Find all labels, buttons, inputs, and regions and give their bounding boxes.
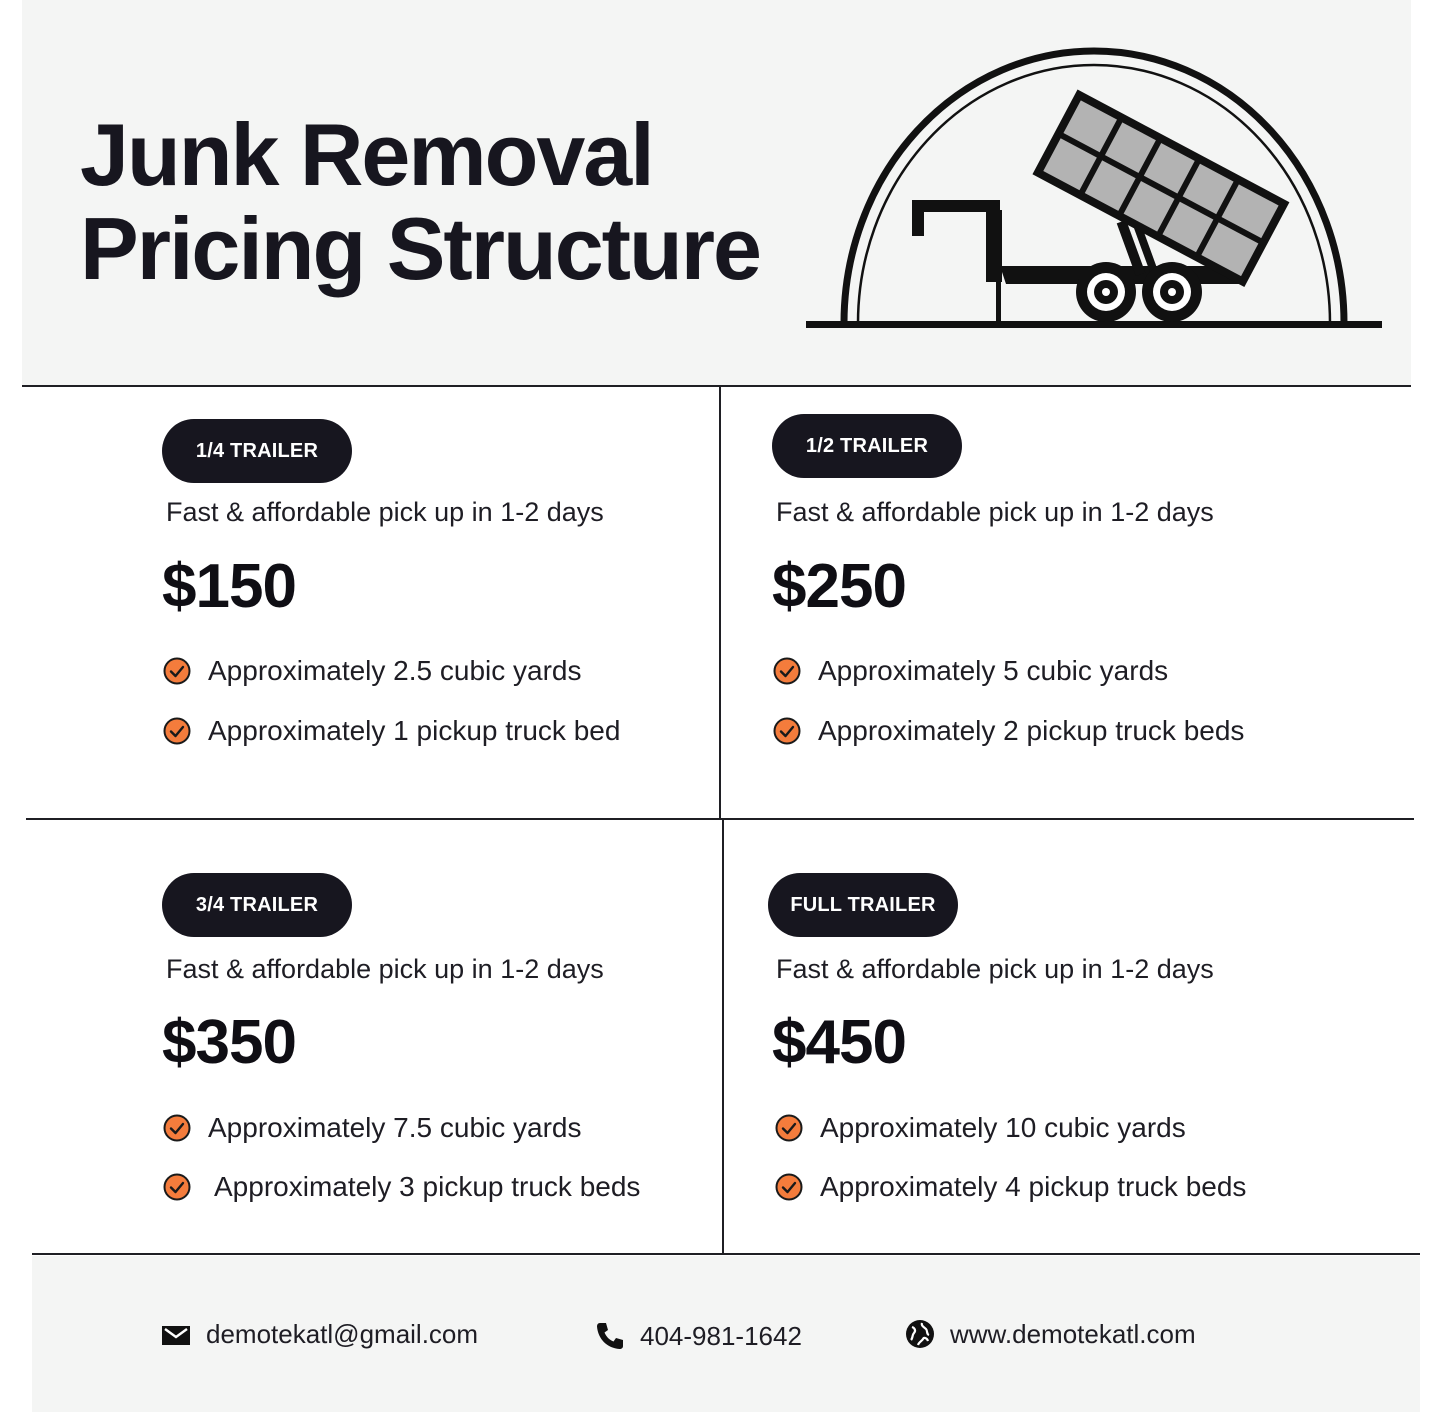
website-link[interactable] — [904, 1318, 1196, 1350]
phone-link[interactable] — [594, 1320, 802, 1352]
plan-feature-text: Approximately 4 pickup truck beds — [820, 1171, 1247, 1202]
plan-badge: FULL TRAILER — [768, 873, 958, 937]
phone-text: 404-981-1642 — [640, 1320, 802, 1351]
title-line-2: Pricing Structure — [80, 199, 760, 298]
plan-price: $350 — [162, 1008, 296, 1077]
plan-price: $150 — [162, 552, 296, 621]
check-icon — [772, 656, 802, 686]
plan-tagline: Fast & affordable pick up in 1-2 days — [166, 497, 604, 527]
plan-feature — [772, 715, 1244, 747]
plan-card-three-quarter — [162, 873, 722, 1253]
divider-bottom — [32, 1253, 1420, 1255]
email-link[interactable] — [160, 1318, 478, 1350]
plan-tagline: Fast & affordable pick up in 1-2 days — [776, 954, 1214, 984]
check-icon — [774, 1172, 804, 1202]
plan-tagline: Fast & affordable pick up in 1-2 days — [166, 954, 604, 984]
check-icon — [162, 1172, 192, 1202]
plan-tagline: Fast & affordable pick up in 1-2 days — [776, 497, 1214, 527]
title-line-1: Junk Removal — [80, 105, 653, 204]
envelope-icon — [160, 1318, 192, 1350]
plan-feature — [162, 655, 582, 687]
plan-feature — [774, 1112, 1186, 1144]
plan-feature-text: Approximately 2 pickup truck beds — [818, 715, 1245, 746]
dump-trailer-icon — [800, 40, 1390, 340]
divider-top — [22, 385, 1411, 387]
plan-feature-text: Approximately 7.5 cubic yards — [208, 1112, 582, 1143]
plan-feature-text: Approximately 3 pickup truck beds — [214, 1171, 641, 1202]
plan-card-full — [768, 873, 1328, 1253]
plan-feature — [162, 1171, 640, 1203]
plan-card-quarter — [162, 419, 722, 799]
plan-feature-text: Approximately 1 pickup truck bed — [208, 715, 621, 746]
globe-icon — [904, 1318, 936, 1350]
check-icon — [162, 1113, 192, 1143]
website-text: www.demotekatl.com — [950, 1318, 1196, 1349]
page-title — [80, 105, 760, 298]
check-icon — [774, 1113, 804, 1143]
plan-feature-text: Approximately 10 cubic yards — [820, 1112, 1186, 1143]
plan-feature-text: Approximately 5 cubic yards — [818, 655, 1169, 686]
phone-icon — [594, 1320, 626, 1352]
plan-card-half — [772, 414, 1332, 794]
plan-feature — [774, 1171, 1246, 1203]
plan-feature — [162, 1112, 582, 1144]
plan-feature — [162, 715, 620, 747]
divider-vertical-bottom — [722, 819, 724, 1254]
email-text: demotekatl@gmail.com — [206, 1318, 479, 1349]
check-icon — [772, 716, 802, 746]
plan-feature-text: Approximately 2.5 cubic yards — [208, 655, 582, 686]
plan-feature — [772, 655, 1168, 687]
plan-price: $250 — [772, 552, 906, 621]
check-icon — [162, 716, 192, 746]
plan-price: $450 — [772, 1008, 906, 1077]
plan-badge: 3/4 TRAILER — [162, 873, 352, 937]
check-icon — [162, 656, 192, 686]
plan-badge: 1/2 TRAILER — [772, 414, 962, 478]
plan-badge: 1/4 TRAILER — [162, 419, 352, 483]
